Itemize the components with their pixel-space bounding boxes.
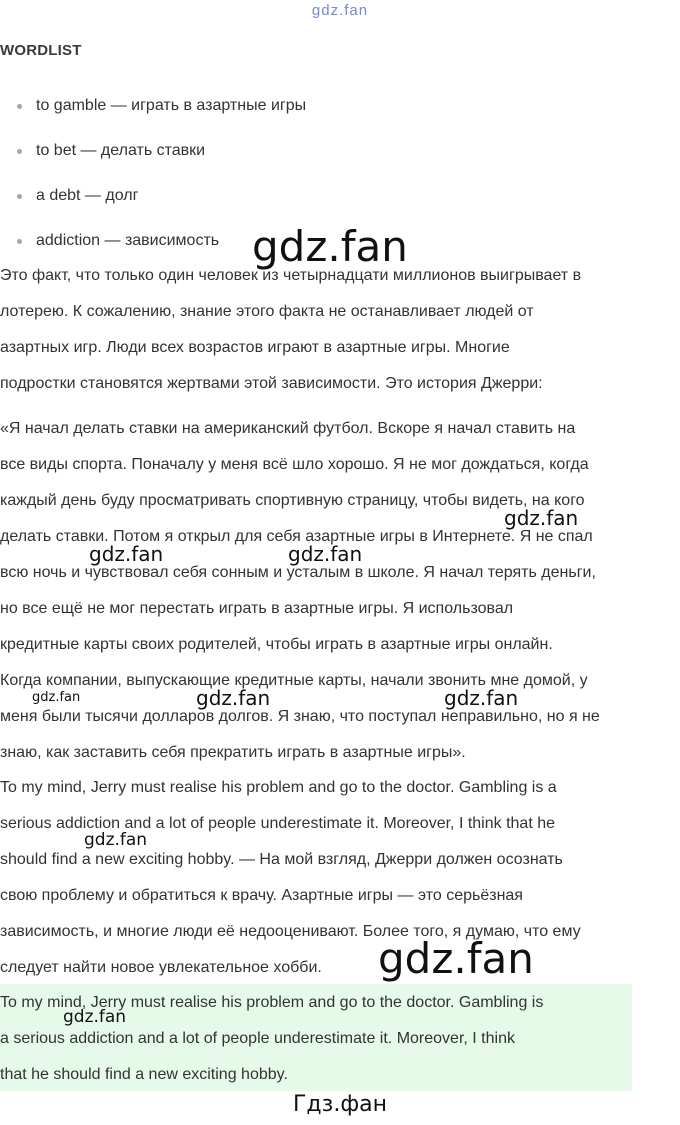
list-item: [0, 178, 306, 223]
wordlist-item-text: addiction — зависимость: [36, 232, 220, 249]
bullet-icon: [17, 104, 22, 109]
watermark-large: gdz.fan: [252, 222, 408, 271]
watermark: gdz.fan: [288, 542, 363, 566]
watermark-small: gdz.fan: [32, 690, 81, 705]
bullet-icon: [17, 239, 22, 244]
wordlist-item-text: to gamble — играть в азартные игры: [36, 97, 307, 114]
list-item: [0, 88, 306, 133]
bottom-watermark: Гдз.фан: [293, 1092, 387, 1117]
wordlist-item-text: a debt — долг: [36, 187, 139, 204]
watermark-large: gdz.fan: [378, 934, 534, 983]
watermark: gdz.fan: [63, 1007, 127, 1027]
watermark: gdz.fan: [84, 830, 148, 850]
top-watermark: gdz.fan: [311, 2, 369, 19]
list-item: [0, 133, 306, 178]
watermark: gdz.fan: [504, 506, 579, 530]
bullet-icon: [17, 194, 22, 199]
intro-paragraph: Это факт, что только один человек из четырнадцати миллионов выигрывает в лотерею. К сожалению, знание этого факта не останавливает людей от азартных игр. Люди всех возрастов играют в азартные игры. Многие подростки становятся жертвами этой зависимости. Это история Джерри:: [0, 267, 582, 392]
wordlist-item-text: to bet — делать ставки: [36, 142, 206, 159]
watermark: gdz.fan: [89, 542, 164, 566]
wordlist-heading: WORDLIST: [0, 42, 82, 59]
opinion-paragraph: To my mind, Jerry must realise his problem and go to the doctor. Gambling is a serious addiction and a lot of people underestimate it. Moreover, I think that he should find a new exciting hobby. — На мой взгляд, Джерри должен осознать свою проблему и обратиться к врачу. Азартные игры — это серьёзная зависимость, и многие люди её недооценивают. Более того, я думаю, что ему следует найти новое увлекательное хобби.: [0, 779, 581, 976]
watermark: gdz.fan: [196, 686, 271, 710]
watermark: gdz.fan: [444, 686, 519, 710]
answer-paragraph: To my mind, Jerry must realise his problem and go to the doctor. Gambling is a serious addiction and a lot of people underestimate it. Moreover, I think that he should find a new exciting hobby.: [0, 994, 544, 1083]
bullet-icon: [17, 149, 22, 154]
jerry-story-paragraph: «Я начал делать ставки на американский футбол. Вскоре я начал ставить на все виды спорта. Поначалу у меня всё шло хорошо. Я не мог дождаться, когда каждый день буду просматривать спортивную страницу, чтобы видеть, на кого делать ставки. Потом я открыл для себя азартные игры в Интернете. Я не спал всю ночь и чувствовал себя сонным и усталым в школе. Я начал терять деньги, но все ещё не мог перестать играть в азартные игры. Я использовал кредитные карты своих родителей, чтобы играть в азартные игры онлайн. Когда компании, выпускающие кредитные карты, начали звонить мне домой, у меня были тысячи долларов долгов. Я знаю, что поступал неправильно, но я не знаю, как заставить себя прекратить играть в азартные игры».: [0, 420, 600, 761]
